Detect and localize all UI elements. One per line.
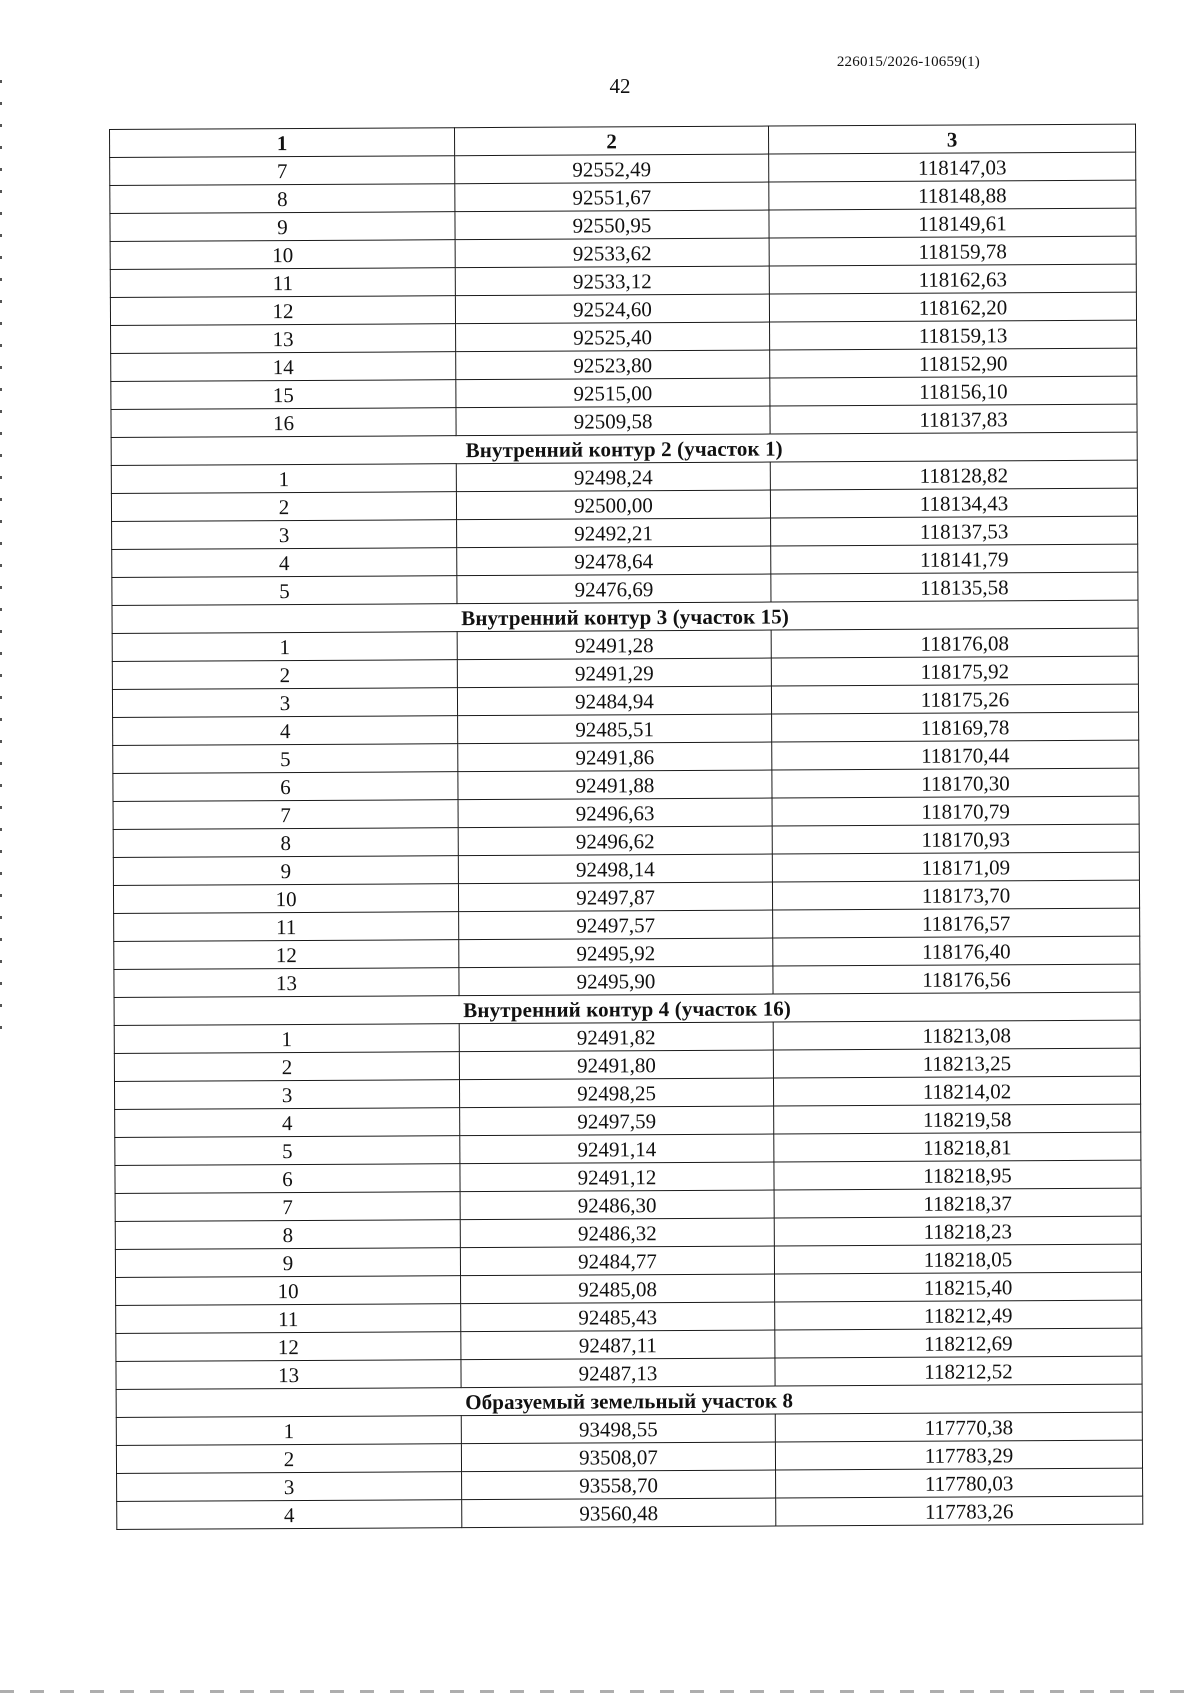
y-coordinate-cell: 118147,03 [769,152,1136,182]
y-coordinate-cell: 117770,38 [775,1412,1142,1442]
point-number-cell: 11 [114,912,459,942]
point-number-cell: 3 [114,1080,459,1110]
point-number-cell: 13 [111,324,456,354]
x-coordinate-cell: 92498,24 [456,462,770,492]
point-number-cell: 1 [111,464,456,494]
column-header-2: 2 [454,126,768,156]
point-number-cell: 3 [112,520,457,550]
section-title: Внутренний контур 2 (участок 1) [111,432,1137,465]
point-number-cell: 10 [110,240,455,270]
y-coordinate-cell: 118176,56 [773,964,1140,994]
x-coordinate-cell: 92495,92 [459,938,773,968]
y-coordinate-cell: 118137,83 [770,404,1137,434]
x-coordinate-cell: 92498,14 [458,854,772,884]
point-number-cell: 12 [116,1332,461,1362]
y-coordinate-cell: 117783,26 [776,1496,1143,1526]
y-coordinate-cell: 118156,10 [770,376,1137,406]
point-number-cell: 1 [112,632,457,662]
point-number-cell: 9 [113,856,458,886]
y-coordinate-cell: 118214,02 [773,1076,1140,1106]
point-number-cell: 7 [113,800,458,830]
y-coordinate-cell: 118170,44 [772,740,1139,770]
y-coordinate-cell: 118135,58 [771,572,1138,602]
y-coordinate-cell: 118149,61 [769,208,1136,238]
x-coordinate-cell: 92476,69 [457,574,771,604]
point-number-cell: 13 [114,968,459,998]
x-coordinate-cell: 92497,57 [459,910,773,940]
y-coordinate-cell: 118218,05 [774,1244,1141,1274]
point-number-cell: 7 [115,1192,460,1222]
point-number-cell: 7 [110,156,455,186]
point-number-cell: 10 [116,1276,461,1306]
x-coordinate-cell: 92485,43 [461,1302,775,1332]
point-number-cell: 2 [114,1052,459,1082]
y-coordinate-cell: 117783,29 [775,1440,1142,1470]
y-coordinate-cell: 118134,43 [770,488,1137,518]
point-number-cell: 11 [110,268,455,298]
x-coordinate-cell: 93558,70 [462,1470,776,1500]
point-number-cell: 12 [114,940,459,970]
point-number-cell: 6 [115,1164,460,1194]
x-coordinate-cell: 92497,59 [460,1106,774,1136]
x-coordinate-cell: 92487,13 [461,1358,775,1388]
x-coordinate-cell: 92551,67 [455,182,769,212]
x-coordinate-cell: 92486,32 [460,1218,774,1248]
point-number-cell: 13 [116,1360,461,1390]
point-number-cell: 1 [114,1024,459,1054]
x-coordinate-cell: 92495,90 [459,966,773,996]
y-coordinate-cell: 118173,70 [772,880,1139,910]
point-number-cell: 5 [112,576,457,606]
point-number-cell: 10 [113,884,458,914]
point-number-cell: 5 [113,744,458,774]
point-number-cell: 5 [115,1136,460,1166]
y-coordinate-cell: 118159,78 [769,236,1136,266]
y-coordinate-cell: 118219,58 [774,1104,1141,1134]
x-coordinate-cell: 92496,63 [458,798,772,828]
x-coordinate-cell: 92491,28 [457,630,771,660]
y-coordinate-cell: 118170,79 [772,796,1139,826]
y-coordinate-cell: 118152,90 [770,348,1137,378]
table-row [117,1496,1143,1529]
y-coordinate-cell: 118218,81 [774,1132,1141,1162]
table-body [110,152,1143,1529]
y-coordinate-cell: 118159,13 [770,320,1137,350]
point-number-cell: 2 [116,1444,461,1474]
point-number-cell: 16 [111,408,456,438]
y-coordinate-cell: 118176,08 [771,628,1138,658]
x-coordinate-cell: 93560,48 [462,1498,776,1528]
point-number-cell: 4 [113,716,458,746]
y-coordinate-cell: 118218,23 [774,1216,1141,1246]
x-coordinate-cell: 92524,60 [455,294,769,324]
point-number-cell: 4 [117,1500,462,1530]
x-coordinate-cell: 92491,12 [460,1162,774,1192]
y-coordinate-cell: 118137,53 [771,516,1138,546]
y-coordinate-cell: 118218,37 [774,1188,1141,1218]
y-coordinate-cell: 118141,79 [771,544,1138,574]
x-coordinate-cell: 92491,88 [458,770,772,800]
y-coordinate-cell: 118215,40 [775,1272,1142,1302]
x-coordinate-cell: 92478,64 [457,546,771,576]
y-coordinate-cell: 118176,57 [773,908,1140,938]
point-number-cell: 9 [115,1248,460,1278]
y-coordinate-cell: 118212,49 [775,1300,1142,1330]
y-coordinate-cell: 118148,88 [769,180,1136,210]
point-number-cell: 12 [110,296,455,326]
x-coordinate-cell: 92533,12 [455,266,769,296]
point-number-cell: 9 [110,212,455,242]
y-coordinate-cell: 118213,08 [773,1020,1140,1050]
document-id: 226015/2026-10659(1) [836,54,980,70]
point-number-cell: 2 [112,660,457,690]
section-title: Внутренний контур 3 (участок 15) [112,600,1138,633]
y-coordinate-cell: 118218,95 [774,1160,1141,1190]
point-number-cell: 4 [112,548,457,578]
y-coordinate-cell: 117780,03 [776,1468,1143,1498]
point-number-cell: 2 [111,492,456,522]
x-coordinate-cell: 92491,29 [457,658,771,688]
point-number-cell: 11 [116,1304,461,1334]
x-coordinate-cell: 92491,80 [459,1050,773,1080]
y-coordinate-cell: 118170,30 [772,768,1139,798]
scan-bottom-edge [0,1690,1200,1693]
section-title: Образуемый земельный участок 8 [116,1384,1142,1417]
x-coordinate-cell: 92491,14 [460,1134,774,1164]
y-coordinate-cell: 118170,93 [772,824,1139,854]
x-coordinate-cell: 92492,21 [457,518,771,548]
x-coordinate-cell: 92491,82 [459,1022,773,1052]
point-number-cell: 14 [111,352,456,382]
x-coordinate-cell: 92533,62 [455,238,769,268]
x-coordinate-cell: 92523,80 [456,350,770,380]
x-coordinate-cell: 93498,55 [461,1414,775,1444]
point-number-cell: 6 [113,772,458,802]
point-number-cell: 8 [110,184,455,214]
x-coordinate-cell: 92515,00 [456,378,770,408]
y-coordinate-cell: 118171,09 [772,852,1139,882]
coordinates-table-container [109,124,1142,1530]
x-coordinate-cell: 92485,08 [461,1274,775,1304]
page-number: 42 [609,74,631,98]
x-coordinate-cell: 92484,77 [460,1246,774,1276]
y-coordinate-cell: 118213,25 [773,1048,1140,1078]
y-coordinate-cell: 118162,63 [769,264,1136,294]
section-title: Внутренний контур 4 (участок 16) [114,992,1140,1025]
x-coordinate-cell: 92487,11 [461,1330,775,1360]
x-coordinate-cell: 92498,25 [459,1078,773,1108]
x-coordinate-cell: 93508,07 [461,1442,775,1472]
point-number-cell: 8 [115,1220,460,1250]
binding-edge-marks [0,80,2,1030]
x-coordinate-cell: 92486,30 [460,1190,774,1220]
coordinates-table [109,124,1143,1530]
x-coordinate-cell: 92525,40 [456,322,770,352]
y-coordinate-cell: 118175,92 [771,656,1138,686]
y-coordinate-cell: 118175,26 [771,684,1138,714]
column-header-1: 1 [110,128,455,158]
x-coordinate-cell: 92500,00 [456,490,770,520]
point-number-cell: 8 [113,828,458,858]
column-header-3: 3 [768,124,1135,154]
y-coordinate-cell: 118212,52 [775,1356,1142,1386]
point-number-cell: 4 [115,1108,460,1138]
x-coordinate-cell: 92509,58 [456,406,770,436]
x-coordinate-cell: 92496,62 [458,826,772,856]
point-number-cell: 1 [116,1416,461,1446]
x-coordinate-cell: 92485,51 [458,714,772,744]
y-coordinate-cell: 118162,20 [769,292,1136,322]
y-coordinate-cell: 118176,40 [773,936,1140,966]
x-coordinate-cell: 92552,49 [455,154,769,184]
y-coordinate-cell: 118128,82 [770,460,1137,490]
x-coordinate-cell: 92491,86 [458,742,772,772]
point-number-cell: 3 [117,1472,462,1502]
y-coordinate-cell: 118212,69 [775,1328,1142,1358]
point-number-cell: 3 [112,688,457,718]
y-coordinate-cell: 118169,78 [772,712,1139,742]
x-coordinate-cell: 92484,94 [457,686,771,716]
point-number-cell: 15 [111,380,456,410]
x-coordinate-cell: 92497,87 [458,882,772,912]
x-coordinate-cell: 92550,95 [455,210,769,240]
